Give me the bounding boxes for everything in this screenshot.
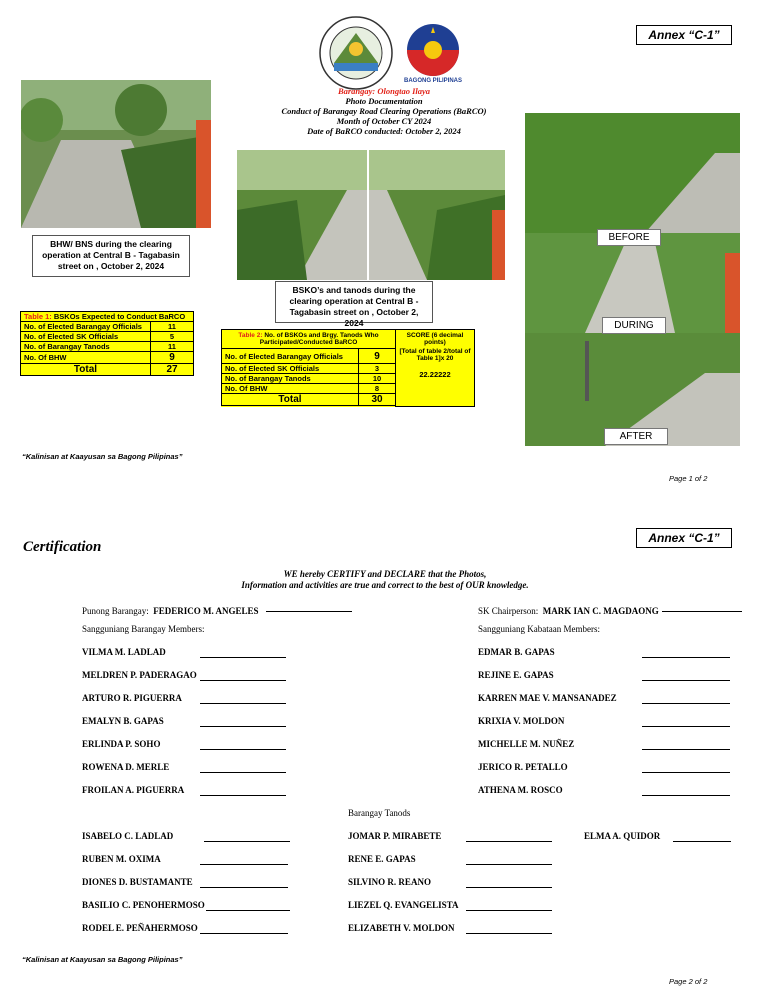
signature-line: [200, 933, 288, 934]
sk-chairperson: [478, 601, 659, 619]
table2-row3-value: 10: [359, 374, 396, 384]
sb-member: ERLINDA P. SOHO: [82, 739, 161, 749]
signature-line: [200, 772, 286, 773]
table1-row2-label: No. of Elected SK Officials: [21, 332, 151, 342]
tanod: RUBEN M. OXIMA: [82, 854, 161, 864]
table-row: [21, 332, 194, 342]
sb-member: ROWENA D. MERLE: [82, 762, 170, 772]
table2-row3-label: No. of Barangay Tanods: [222, 374, 359, 384]
signature-line: [266, 611, 352, 612]
annex-label-page2: Annex “C-1”: [636, 528, 732, 548]
certification-title: Certification: [23, 539, 102, 555]
score-value: 22.22222: [419, 370, 451, 379]
bagong-pilipinas-logo: [402, 22, 464, 82]
table1-total-label: Total: [21, 364, 151, 376]
barangay-name: Barangay: Olongtao Ilaya: [337, 86, 431, 96]
header-line3: Month of October CY 2024: [336, 116, 432, 126]
score-title: SCORE (6 decimal points): [406, 332, 464, 346]
sk-member: EDMAR B. GAPAS: [478, 647, 555, 657]
sk-chair-name: MARK IAN C. MAGDAONG: [542, 606, 659, 616]
signature-line: [466, 887, 552, 888]
sb-member: FROILAN A. PIGUERRA: [82, 785, 185, 795]
after-label: AFTER: [604, 428, 668, 445]
signature-line: [200, 749, 286, 750]
sk-chair-label: SK Chairperson:: [478, 606, 539, 616]
barangay-seal-logo: [318, 15, 394, 91]
signature-line: [466, 841, 552, 842]
table-row: [21, 352, 194, 364]
sb-member: VILMA M. LADLAD: [82, 647, 166, 657]
caption-center: BSKO’s and tanods during the clearing operation at Central B -Tagabasin street on , October 2, 2024: [275, 281, 433, 323]
sb-member: ARTURO R. PIGUERRA: [82, 693, 182, 703]
tanods-label: Barangay Tanods: [348, 808, 411, 818]
signature-line: [673, 841, 731, 842]
score-formula: [Total of table 2/total of Table 1]x 20: [399, 348, 471, 362]
table2-row4-value: 8: [359, 384, 396, 394]
declaration-line2: Information and activities are true and correct to the best of OUR knowledge.: [241, 580, 529, 590]
table1-row4-label: No. Of BHW: [21, 352, 151, 364]
table-row: [21, 322, 194, 332]
declaration: [150, 569, 620, 591]
tanod: ELIZABETH V. MOLDON: [348, 923, 455, 933]
tanod: BASILIO C. PENOHERMOSO: [82, 900, 205, 910]
signature-line: [642, 680, 730, 681]
table2: [221, 329, 475, 407]
table1: [20, 311, 194, 376]
table2-row1-value: 9: [359, 349, 396, 364]
table1-row3-label: No. of Barangay Tanods: [21, 342, 151, 352]
photo-bhw-clearing: [21, 80, 211, 228]
signature-line: [200, 657, 286, 658]
before-label: BEFORE: [597, 229, 661, 246]
sk-member: ATHENA M. ROSCO: [478, 785, 563, 795]
sk-members-label: Sangguniang Kabataan Members:: [478, 624, 600, 634]
sk-member: REJINE E. GAPAS: [478, 670, 554, 680]
sb-member: MELDREN P. PADERAGAO: [82, 670, 197, 680]
table2-title: No. of BSKOs and Brgy. Tanods Who Participated/Conducted BaRCO: [259, 332, 379, 346]
declaration-line1: WE hereby CERTIFY and DECLARE that the Photos,: [283, 569, 487, 579]
signature-line: [466, 933, 552, 934]
punong-name: FEDERICO M. ANGELES: [153, 606, 259, 616]
tanod: JOMAR P. MIRABETE: [348, 831, 442, 841]
punong-barangay: [82, 601, 258, 619]
page2-motto: “Kalinisan at Kaayusan sa Bagong Pilipinas”: [22, 955, 183, 964]
table1-row3-value: 11: [151, 342, 194, 352]
signature-line: [642, 657, 730, 658]
header-line4: Date of BaRCO conducted: October 2, 2024: [307, 126, 461, 136]
table2-total-label: Total: [222, 394, 359, 406]
signature-line: [642, 703, 730, 704]
sb-member: EMALYN B. GAPAS: [82, 716, 164, 726]
table1-row2-value: 5: [151, 332, 194, 342]
tanod: LIEZEL Q. EVANGELISTA: [348, 900, 459, 910]
table2-row4-label: No. Of BHW: [222, 384, 359, 394]
signature-line: [200, 680, 286, 681]
signature-line: [466, 910, 552, 911]
page2-page-number: Page 2 of 2: [669, 977, 708, 986]
signature-line: [200, 795, 286, 796]
sk-member: KARREN MAE V. MANSANADEZ: [478, 693, 617, 703]
table1-row1-label: No. of Elected Barangay Officials: [21, 322, 151, 332]
tanod: RENE E. GAPAS: [348, 854, 416, 864]
caption-left: BHW/ BNS during the clearing operation at Central B - Tagabasin street on , October 2, 2024: [32, 235, 190, 277]
tanod: RODEL E. PEÑAHERMOSO: [82, 923, 198, 933]
page1-header: [250, 86, 518, 136]
signature-line: [642, 772, 730, 773]
tanod: ELMA A. QUIDOR: [584, 831, 661, 841]
table1-title: BSKOs Expected to Conduct BaRCO: [53, 312, 186, 321]
signature-line: [466, 864, 552, 865]
table2-row2-label: No. of Elected SK Officials: [222, 364, 359, 374]
sk-member: MICHELLE M. NUÑEZ: [478, 739, 575, 749]
signature-line: [642, 749, 730, 750]
tanod: SILVINO R. REANO: [348, 877, 431, 887]
signature-line: [200, 726, 286, 727]
table1-row4-value: 9: [151, 352, 194, 364]
photo-bsko-clearing: [237, 150, 505, 280]
during-label: DURING: [602, 317, 666, 334]
photo-before-during-after: [525, 113, 740, 446]
signature-line: [662, 611, 742, 612]
page1-page-number: Page 1 of 2: [669, 474, 708, 483]
annex-label: Annex “C-1”: [636, 25, 732, 45]
tanod: DIONES D. BUSTAMANTE: [82, 877, 193, 887]
signature-line: [200, 864, 288, 865]
table2-row2-value: 3: [359, 364, 396, 374]
tanod: ISABELO C. LADLAD: [82, 831, 174, 841]
signature-line: [642, 795, 730, 796]
table2-prefix: Table 2:: [238, 332, 263, 339]
table1-row1-value: 11: [151, 322, 194, 332]
sk-member: KRIXIA V. MOLDON: [478, 716, 565, 726]
table2-total-value: 30: [359, 394, 396, 406]
signature-line: [204, 841, 290, 842]
signature-line: [642, 726, 730, 727]
table-row: [21, 342, 194, 352]
header-line2: Conduct of Barangay Road Clearing Operations (BaRCO): [281, 106, 487, 116]
sk-member: JERICO R. PETALLO: [478, 762, 568, 772]
signature-line: [206, 910, 290, 911]
table1-prefix: Table 1:: [24, 312, 52, 321]
signature-line: [200, 703, 286, 704]
signature-line: [200, 887, 288, 888]
punong-label: Punong Barangay:: [82, 606, 149, 616]
table2-row1-label: No. of Elected Barangay Officials: [222, 349, 359, 364]
bagong-pilipinas-text: BAGONG PILIPINAS: [403, 78, 462, 84]
page1-motto: “Kalinisan at Kaayusan sa Bagong Pilipinas”: [22, 452, 183, 461]
table1-total-value: 27: [151, 364, 194, 376]
header-line1: Photo Documentation: [345, 96, 423, 106]
sb-members-label: Sangguniang Barangay Members:: [82, 624, 205, 634]
